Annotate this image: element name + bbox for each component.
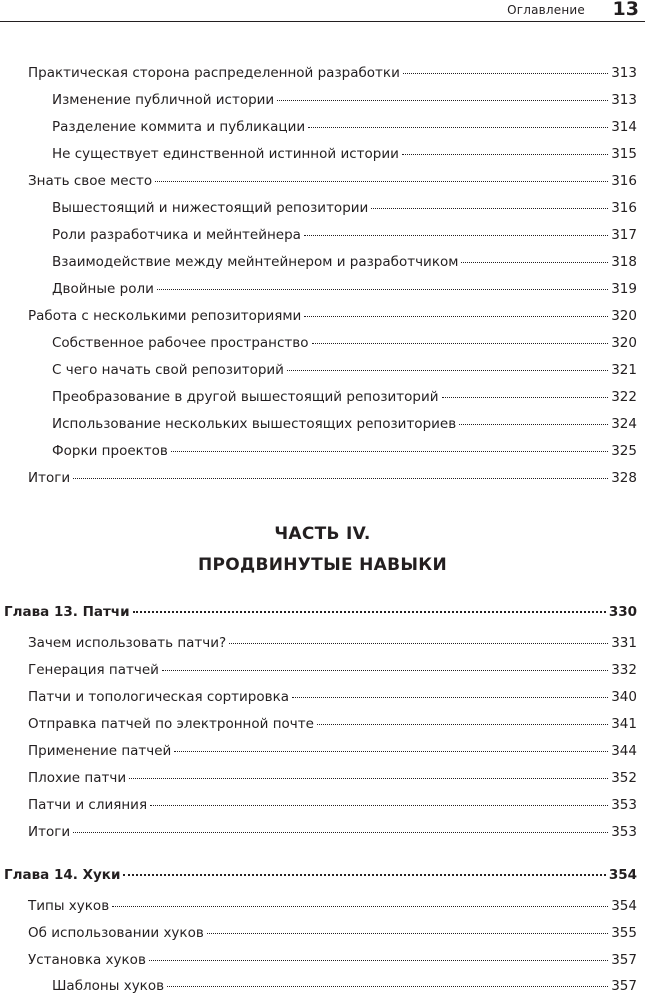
dot-leader bbox=[112, 906, 608, 907]
toc-entry[interactable] bbox=[28, 951, 637, 969]
toc-chapter-entry[interactable] bbox=[4, 603, 637, 621]
toc-entry[interactable] bbox=[28, 469, 637, 487]
toc-entry-label: С чего начать свой репозиторий bbox=[52, 362, 284, 378]
toc-entry[interactable] bbox=[28, 307, 637, 325]
dot-leader bbox=[207, 933, 608, 934]
toc-entry-label: Шаблоны хуков bbox=[52, 978, 165, 994]
toc-entry-page: 320 bbox=[611, 335, 637, 351]
toc-entry-page: 322 bbox=[611, 389, 637, 405]
toc-entry-label: Установка хуков bbox=[28, 952, 146, 968]
toc-entry-label: Изменение публичной истории bbox=[52, 92, 275, 108]
toc-entry[interactable] bbox=[52, 280, 637, 298]
toc-entry[interactable] bbox=[28, 64, 637, 82]
toc-entry-label: Об использовании хуков bbox=[28, 925, 204, 941]
dot-leader bbox=[174, 751, 608, 752]
toc-entry[interactable] bbox=[28, 688, 637, 706]
toc-entry-page: 318 bbox=[611, 254, 637, 270]
toc-entry-page: 357 bbox=[611, 952, 637, 968]
dot-leader bbox=[171, 451, 608, 452]
toc-entry-page: 332 bbox=[611, 662, 637, 678]
toc-entry[interactable] bbox=[52, 334, 637, 352]
toc-entry-page: 340 bbox=[611, 689, 637, 705]
toc-entry-label: Плохие патчи bbox=[28, 770, 127, 786]
toc-entry-label: Знать свое место bbox=[28, 173, 153, 189]
part-heading-title: ПРОДВИНУТЫЕ НАВЫКИ bbox=[197, 555, 448, 575]
dot-leader bbox=[461, 262, 608, 263]
toc-entry-page: 357 bbox=[611, 978, 637, 994]
toc-entry[interactable] bbox=[52, 977, 637, 995]
toc-entry-label: Генерация патчей bbox=[28, 662, 159, 678]
toc-entry-label: Практическая сторона распределенной разработки bbox=[28, 65, 400, 81]
toc-entry[interactable] bbox=[28, 897, 637, 915]
toc-entry-label: Итоги bbox=[28, 470, 71, 486]
toc-entry[interactable] bbox=[28, 634, 637, 652]
dot-leader bbox=[150, 805, 608, 806]
running-header-title: Оглавление bbox=[507, 3, 585, 17]
toc-entry-page: 352 bbox=[611, 770, 637, 786]
toc-entry-page: 353 bbox=[611, 824, 637, 840]
toc-entry-page: 316 bbox=[611, 173, 637, 189]
toc-entry[interactable] bbox=[28, 661, 637, 679]
dot-leader bbox=[162, 670, 608, 671]
toc-entry-page: 353 bbox=[611, 797, 637, 813]
toc-entry-label: Роли разработчика и мейнтейнера bbox=[52, 227, 301, 243]
toc-entry-page: 313 bbox=[611, 92, 637, 108]
dot-leader bbox=[287, 370, 608, 371]
toc-entry[interactable] bbox=[52, 118, 637, 136]
toc-entry-label: Патчи и слияния bbox=[28, 797, 148, 813]
dot-leader bbox=[371, 208, 608, 209]
toc-entry-label: Применение патчей bbox=[28, 743, 172, 759]
dot-leader bbox=[304, 235, 608, 236]
toc-entry-page: 324 bbox=[611, 416, 637, 432]
toc-entry-label: Собственное рабочее пространство bbox=[52, 335, 309, 351]
toc-entry[interactable] bbox=[52, 361, 637, 379]
toc-entry[interactable] bbox=[28, 924, 637, 942]
dot-leader bbox=[304, 316, 608, 317]
dot-leader bbox=[155, 181, 608, 182]
toc-entry-label: Преобразование в другой вышестоящий репозиторий bbox=[52, 389, 439, 405]
toc-entry-page: 319 bbox=[611, 281, 637, 297]
toc-entry[interactable] bbox=[28, 823, 637, 841]
dot-leader bbox=[459, 424, 608, 425]
header-rule bbox=[0, 21, 645, 22]
chapter-title: Глава 14. Хуки bbox=[4, 867, 121, 883]
toc-entry-label: Взаимодействие между мейнтейнером и разработчиком bbox=[52, 254, 459, 270]
toc-entry[interactable] bbox=[28, 769, 637, 787]
toc-entry-page: 325 bbox=[611, 443, 637, 459]
toc-entry[interactable] bbox=[52, 415, 637, 433]
toc-entry-page: 321 bbox=[611, 362, 637, 378]
toc-entry[interactable] bbox=[52, 442, 637, 460]
toc-entry-page: 313 bbox=[611, 65, 637, 81]
toc-entry-page: 316 bbox=[611, 200, 637, 216]
dot-leader bbox=[133, 611, 606, 613]
toc-entry-label: Разделение коммита и публикации bbox=[52, 119, 306, 135]
dot-leader bbox=[403, 73, 608, 74]
toc-entry[interactable] bbox=[28, 715, 637, 733]
dot-leader bbox=[442, 397, 609, 398]
chapter-page: 330 bbox=[608, 604, 637, 620]
dot-leader bbox=[149, 960, 608, 961]
toc-entry-label: Использование нескольких вышестоящих репозиториев bbox=[52, 416, 457, 432]
dot-leader bbox=[129, 778, 608, 779]
dot-leader bbox=[157, 289, 608, 290]
toc-entry-label: Двойные роли bbox=[52, 281, 154, 297]
toc-entry[interactable] bbox=[52, 199, 637, 217]
toc-entry-page: 355 bbox=[611, 925, 637, 941]
dot-leader bbox=[167, 986, 608, 987]
dot-leader bbox=[402, 154, 608, 155]
dot-leader bbox=[317, 724, 608, 725]
toc-entry-page: 328 bbox=[611, 470, 637, 486]
toc-entry-page: 344 bbox=[611, 743, 637, 759]
toc-entry[interactable] bbox=[28, 742, 637, 760]
toc-entry[interactable] bbox=[52, 91, 637, 109]
page-number: 13 bbox=[612, 0, 639, 20]
chapter-page: 354 bbox=[608, 867, 637, 883]
toc-entry[interactable] bbox=[28, 172, 637, 190]
dot-leader bbox=[308, 127, 608, 128]
toc-entry-page: 331 bbox=[611, 635, 637, 651]
toc-entry-page: 341 bbox=[611, 716, 637, 732]
dot-leader bbox=[292, 697, 608, 698]
dot-leader bbox=[73, 832, 608, 833]
toc-entry[interactable] bbox=[52, 253, 637, 271]
toc-entry-page: 314 bbox=[611, 119, 637, 135]
toc-entry[interactable] bbox=[52, 226, 637, 244]
toc-entry-label: Типы хуков bbox=[28, 898, 110, 914]
dot-leader bbox=[229, 643, 608, 644]
toc-chapter-entry[interactable] bbox=[4, 866, 637, 884]
toc-entry-page: 354 bbox=[611, 898, 637, 914]
toc-entry[interactable] bbox=[28, 796, 637, 814]
dot-leader bbox=[123, 874, 605, 876]
toc-entry[interactable] bbox=[52, 145, 637, 163]
chapter-title: Глава 13. Патчи bbox=[4, 604, 130, 620]
toc-entry-label: Отправка патчей по электронной почте bbox=[28, 716, 314, 732]
toc-entry-label: Не существует единственной истинной истории bbox=[52, 146, 399, 162]
toc-entry-label: Вышестоящий и нижестоящий репозитории bbox=[52, 200, 369, 216]
toc-entry[interactable] bbox=[52, 388, 637, 406]
toc-entry-page: 320 bbox=[611, 308, 637, 324]
toc-entry-label: Зачем использовать патчи? bbox=[28, 635, 227, 651]
dot-leader bbox=[312, 343, 609, 344]
running-header bbox=[0, 0, 645, 22]
toc-entry-label: Работа с несколькими репозиториями bbox=[28, 308, 302, 324]
toc-entry-label: Итоги bbox=[28, 824, 71, 840]
dot-leader bbox=[277, 100, 608, 101]
toc-entry-label: Патчи и топологическая сортировка bbox=[28, 689, 290, 705]
toc-entry-label: Форки проектов bbox=[52, 443, 168, 459]
toc-entry-page: 315 bbox=[611, 146, 637, 162]
dot-leader bbox=[73, 478, 608, 479]
part-heading-number: ЧАСТЬ IV. bbox=[274, 524, 371, 544]
toc-entry-page: 317 bbox=[611, 227, 637, 243]
